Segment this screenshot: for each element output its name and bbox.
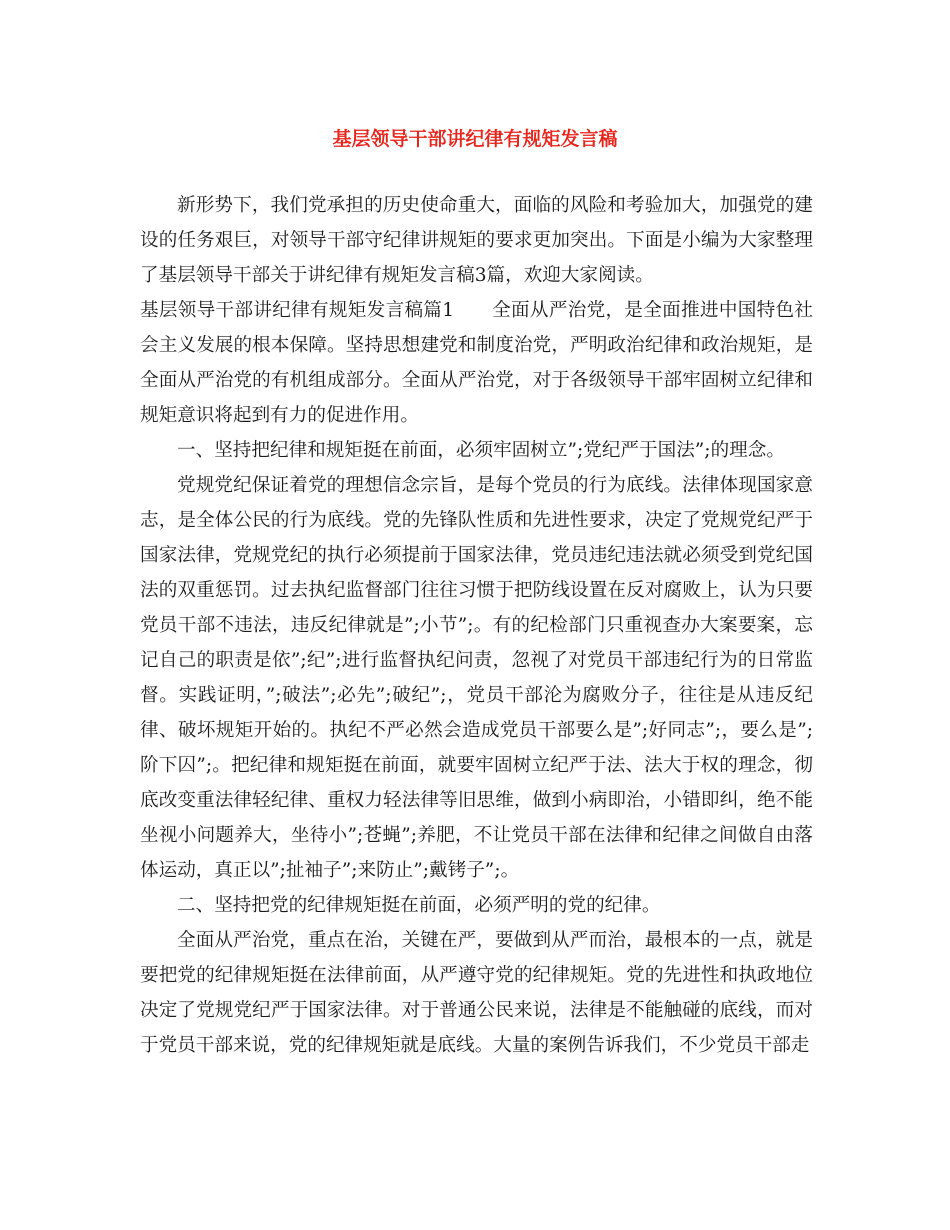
document-title: 基层领导干部讲纪律有规矩发言稿	[332, 128, 618, 150]
paragraph-point-2-body: 全面从严治党，重点在治，关键在严，要做到从严而治，最根本的一点，就是要把党的纪律规矩挺在法律前面，从严遵守党的纪律规矩。党的先进性和执政地位决定了党规党纪严于国家法律。对于普通公民来说，法律是不能触碰的底线，而对于党员干部来说，党的纪律规矩就是底线。大量的案例告诉我们，不少党员干部走	[140, 930, 813, 1056]
paragraph-section-1: 基层领导干部讲纪律有规矩发言稿篇1 全面从严治党，是全面推进中国特色社会主义发展的根本保障。坚持思想建党和制度治党，严明政治纪律和政治规矩，是全面从严治党的有机组成部分。全面从严治党，对于各级领导干部牢固树立纪律和规矩意识将起到有力的促进作用。	[140, 300, 813, 426]
heading-point-2: 二、坚持把党的纪律规矩挺在前面，必须严明的党的纪律。	[177, 895, 661, 916]
heading-point-1: 一、坚持把纪律和规矩挺在前面，必须牢固树立”;党纪严于国法”;的理念。	[177, 440, 785, 461]
paragraph-point-1-body: 党规党纪保证着党的理想信念宗旨，是每个党员的行为底线。法律体现国家意志，是全体公民的行为底线。党的先锋队性质和先进性要求，决定了党规党纪严于国家法律，党规党纪的执行必须提前于国家法律，党员违纪违法就必须受到党纪国法的双重惩罚。过去执纪监督部门往往习惯于把防线设置在反对腐败上，认为只要党员干部不违法，违反纪律就是”;小节”;。有的纪检部门只重视查办大案要案，忘记自己的职责是依”;纪”;进行监督执纪问责，忽视了对党员干部违纪行为的日常监督。实践证明，”;破法”;必先”;破纪”;，党员干部沦为腐败分子，往往是从违反纪律、破坏规矩开始的。执纪不严必然会造成党员干部要么是”;好同志”;，要么是”;阶下囚”;。把纪律和规矩挺在前面，就要牢固树立纪严于法、法大于权的理念，彻底改变重法律轻纪律、重权力轻法律等旧思维，做到小病即治，小错即纠，绝不能坐视小问题养大，坐待小”;苍蝇”;养肥，不让党员干部在法律和纪律之间做自由落体运动，真正以”;扯袖子”;来防止”;戴铐子”;。	[140, 475, 813, 881]
paragraph-intro: 新形势下，我们党承担的历史使命重大，面临的风险和考验加大，加强党的建设的任务艰巨，对领导干部守纪律讲规矩的要求更加突出。下面是小编为大家整理了基层领导干部关于讲纪律有规矩发言稿3篇，欢迎大家阅读。	[140, 195, 813, 286]
document-body	[140, 188, 813, 1063]
